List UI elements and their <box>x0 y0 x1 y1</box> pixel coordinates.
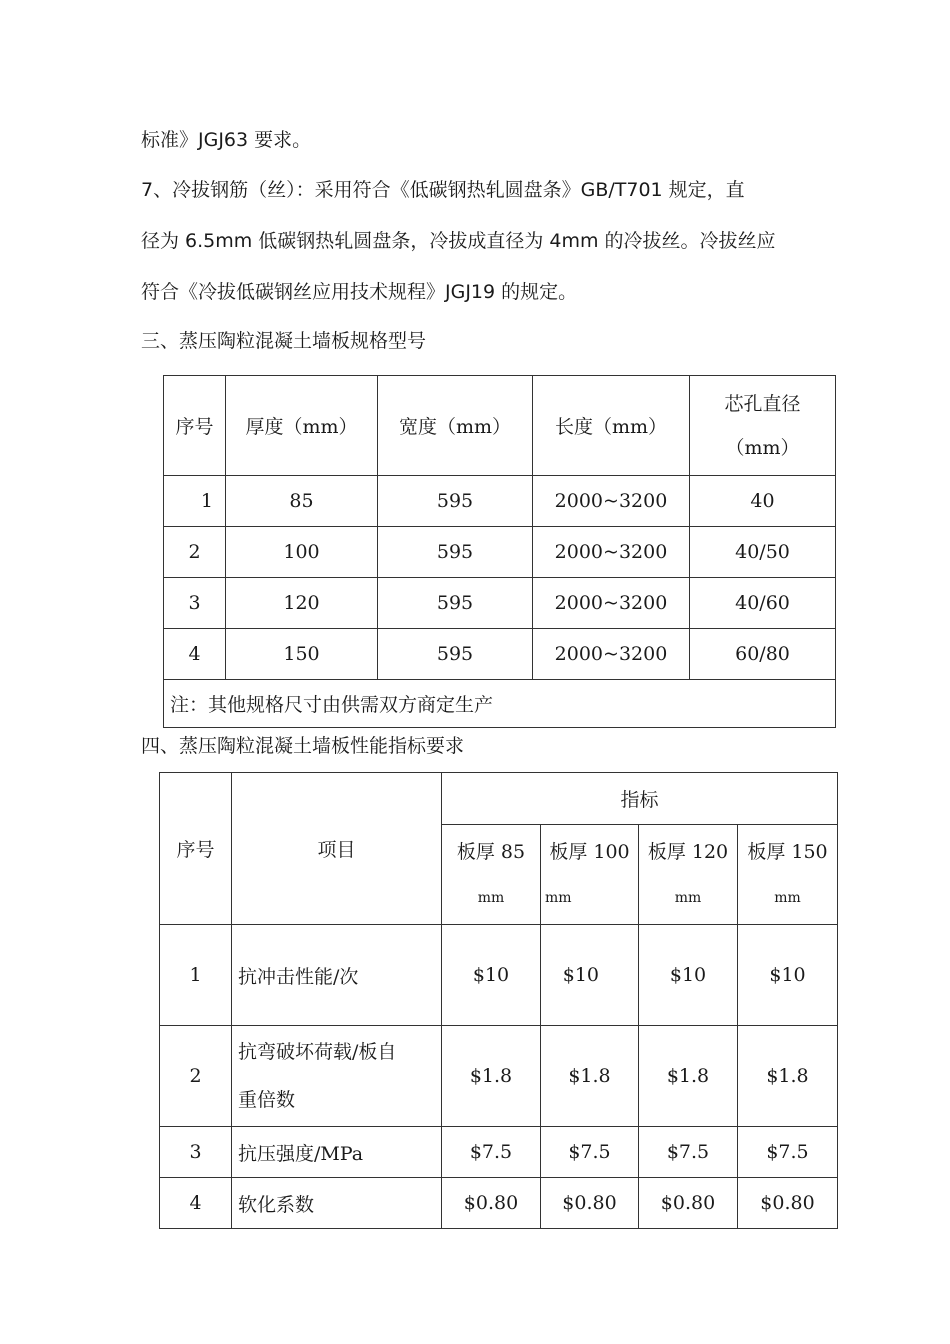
spec-cell: 100 <box>226 527 378 578</box>
spec-cell: 2000~3200 <box>533 476 690 527</box>
performance-table <box>159 772 838 1229</box>
perf-cell-item <box>232 1026 442 1127</box>
spec-cell: 85 <box>226 476 378 527</box>
subheader-unit: mm <box>545 889 572 906</box>
spec-cell: 40 <box>690 476 836 527</box>
spec-cell: 150 <box>226 629 378 680</box>
perf-cell-value: $0.80 <box>738 1178 838 1229</box>
spec-cell: 40/50 <box>690 527 836 578</box>
perf-row-4 <box>160 1178 838 1229</box>
perf-row-2 <box>160 1026 838 1127</box>
paragraph-line-4: 符合《冷拔低碳钢丝应用技术规程》JGJ19 的规定。 <box>141 281 578 303</box>
spec-row-3 <box>164 578 836 629</box>
perf-cell-value: $0.80 <box>639 1178 738 1229</box>
perf-cell-index: 4 <box>160 1178 232 1229</box>
perf-cell-index: 2 <box>160 1026 232 1127</box>
perf-cell-value: $0.80 <box>541 1178 639 1229</box>
subheader-label: 板厚 120 <box>647 840 729 863</box>
perf-subheader-100 <box>541 825 639 925</box>
spec-cell: 595 <box>378 476 533 527</box>
perf-cell-item: 软化系数 <box>232 1178 442 1229</box>
perf-cell-value: $7.5 <box>541 1127 639 1178</box>
subheader-unit: mm <box>774 889 801 906</box>
spec-cell: 595 <box>378 629 533 680</box>
subheader-unit: mm <box>477 889 505 906</box>
paragraph-line-2: 7、冷拔钢筋（丝）：采用符合《低碳钢热轧圆盘条》GB/T701 规定，直 <box>141 179 745 201</box>
perf-cell-value: $1.8 <box>738 1026 838 1127</box>
perf-cell-value: $1.8 <box>442 1026 541 1127</box>
perf-cell-value: $10 <box>442 925 541 1026</box>
section4-heading: 四、蒸压陶粒混凝土墙板性能指标要求 <box>141 735 465 757</box>
perf-cell-value: $1.8 <box>639 1026 738 1127</box>
spec-cell: 595 <box>378 578 533 629</box>
spec-header-length: 长度（mm） <box>533 376 690 476</box>
perf-header-item: 项目 <box>232 773 442 925</box>
perf-header-row-1 <box>160 773 838 825</box>
spec-cell: 60/80 <box>690 629 836 680</box>
spec-header-row <box>164 376 836 476</box>
section3-heading: 三、蒸压陶粒混凝土墙板规格型号 <box>141 330 427 352</box>
spec-cell: 2000~3200 <box>533 527 690 578</box>
spec-cell: 1 <box>164 476 226 527</box>
perf-cell-value: $10 <box>738 925 838 1026</box>
perf-cell-value: $7.5 <box>442 1127 541 1178</box>
paragraph-line-1: 标准》JGJ63 要求。 <box>141 129 312 151</box>
spec-cell: 4 <box>164 629 226 680</box>
spec-cell: 2000~3200 <box>533 629 690 680</box>
perf-subheader-120 <box>639 825 738 925</box>
item-line-2: 重倍数 <box>238 1089 296 1111</box>
perf-header-index: 序号 <box>160 773 232 925</box>
perf-cell-value <box>541 925 639 1026</box>
perf-row-3 <box>160 1127 838 1178</box>
perf-cell-index: 3 <box>160 1127 232 1178</box>
perf-cell-item: 抗压强度/MPa <box>232 1127 442 1178</box>
spec-header-index: 序号 <box>164 376 226 476</box>
perf-cell-value: $0.80 <box>442 1178 541 1229</box>
spec-cell: 595 <box>378 527 533 578</box>
core-diameter-label: 芯孔直径 <box>724 392 801 415</box>
paragraph-line-3: 径为 6.5mm 低碳钢热轧圆盘条，冷拔成直径为 4mm 的冷拔丝。冷拔丝应 <box>141 230 776 252</box>
item-line-1: 抗弯破坏荷载/板自 <box>238 1041 397 1063</box>
spec-cell: 2000~3200 <box>533 578 690 629</box>
spec-cell: 2 <box>164 527 226 578</box>
spec-table <box>163 375 836 728</box>
perf-cell-value: $7.5 <box>738 1127 838 1178</box>
spec-cell: 120 <box>226 578 378 629</box>
subheader-label: 板厚 150 <box>747 840 828 863</box>
perf-cell-value: $10 <box>639 925 738 1026</box>
core-diameter-unit: （mm） <box>725 436 800 459</box>
perf-cell-value-split: $10 <box>562 964 599 986</box>
spec-cell: 3 <box>164 578 226 629</box>
subheader-unit: mm <box>674 889 702 906</box>
spec-row-2 <box>164 527 836 578</box>
spec-row-1 <box>164 476 836 527</box>
perf-cell-value: $1.8 <box>541 1026 639 1127</box>
spec-header-core-diameter <box>690 376 836 476</box>
subheader-label: 板厚 85 <box>456 840 526 863</box>
spec-note: 注：其他规格尺寸由供需双方商定生产 <box>164 680 836 728</box>
spec-cell: 40/60 <box>690 578 836 629</box>
spec-row-4 <box>164 629 836 680</box>
perf-subheader-150 <box>738 825 838 925</box>
perf-subheader-85 <box>442 825 541 925</box>
perf-row-1 <box>160 925 838 1026</box>
perf-header-indicator: 指标 <box>442 773 838 825</box>
spec-header-width: 宽度（mm） <box>378 376 533 476</box>
perf-cell-index: 1 <box>160 925 232 1026</box>
spec-note-row <box>164 680 836 728</box>
perf-cell-item: 抗冲击性能/次 <box>232 925 442 1026</box>
subheader-label: 板厚 100 <box>549 840 630 863</box>
perf-cell-value: $7.5 <box>639 1127 738 1178</box>
spec-header-thickness: 厚度（mm） <box>226 376 378 476</box>
